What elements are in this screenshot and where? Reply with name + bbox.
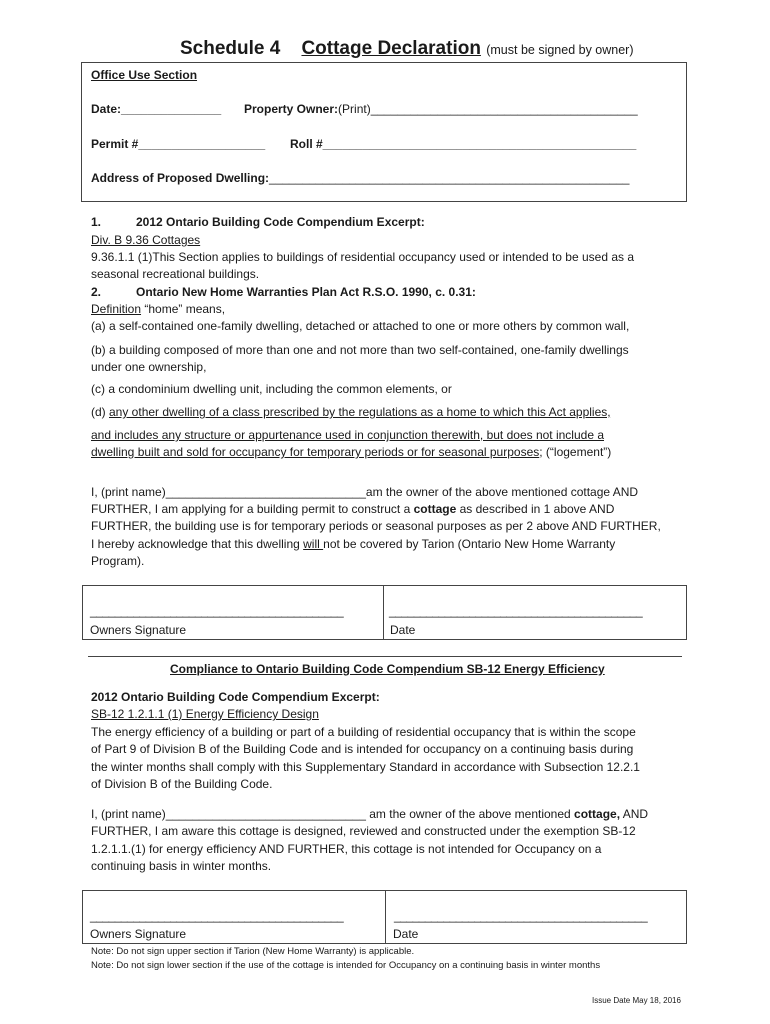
definition-item-d-text: any other dwelling of a class prescribed by the regulations as a home to which this Act applies, bbox=[109, 405, 611, 419]
declaration1-line2 bbox=[91, 501, 614, 518]
section1-text-2: seasonal recreational buildings. bbox=[91, 267, 260, 281]
owner-signature-cell-lower[interactable] bbox=[83, 891, 386, 943]
definition-item-c: (c) a condominium dwelling unit, including the common elements, or bbox=[91, 382, 452, 396]
page-title bbox=[180, 38, 634, 60]
declaration1-line5: Program). bbox=[91, 554, 145, 568]
section-divider bbox=[88, 656, 682, 657]
definition-item-d-prefix: (d) bbox=[91, 405, 109, 419]
declaration1-line3: FURTHER, the building use is for temporary periods or seasonal purposes as per 2 above AND FURTHER, bbox=[91, 519, 661, 533]
section2-number: 2. bbox=[91, 285, 102, 299]
title-subtitle: (must be signed by owner) bbox=[486, 43, 634, 57]
declaration2-line1 bbox=[91, 806, 648, 823]
section2-heading: Ontario New Home Warranties Plan Act R.S.O. 1990, c. 0.31: bbox=[136, 285, 476, 299]
declaration1-line4 bbox=[91, 536, 615, 553]
schedule-label: Schedule 4 bbox=[180, 38, 281, 59]
declaration-title: Cottage Declaration bbox=[301, 38, 481, 59]
address-line: ______________________________________________________ bbox=[269, 171, 630, 185]
definition-label: Definition bbox=[91, 302, 142, 316]
issue-date: Issue Date May 18, 2016 bbox=[592, 996, 681, 1005]
compliance-text-4: of Division B of the Building Code. bbox=[91, 777, 273, 791]
definition-item-d-end-text: dwelling built and sold for occupancy for temporary periods or for seasonal purposes bbox=[91, 445, 540, 459]
definition-item-b: (b) a building composed of more than one and not more than two self-contained, one-family dwellings bbox=[91, 343, 629, 357]
property-owner-print: (Print)________________________________________ bbox=[338, 102, 638, 116]
compliance-text-2: of Part 9 of Division B of the Building Code and is intended for occupancy on a continuing basis during bbox=[91, 742, 634, 756]
date-cell-lower[interactable] bbox=[386, 891, 686, 943]
definition-line bbox=[91, 301, 225, 318]
section1-number: 1. bbox=[91, 215, 102, 229]
address-field[interactable] bbox=[91, 170, 629, 187]
office-use-heading: Office Use Section bbox=[91, 68, 198, 82]
permit-number-field[interactable]: Permit #___________________ bbox=[91, 137, 266, 151]
signature-box-upper bbox=[82, 585, 687, 640]
compliance-text-1: The energy efficiency of a building or part of a building of residential occupancy that is within the scope bbox=[91, 725, 636, 739]
date-label-lower: Date bbox=[393, 927, 419, 941]
definition-text: “home” means, bbox=[141, 302, 226, 316]
owner-signature-label-lower: Owners Signature bbox=[90, 927, 187, 941]
declaration1-line1: I, (print name)______________________________am the owner of the above mentioned cottage AND bbox=[91, 485, 639, 499]
note-lower-section: Note: Do not sign lower section if the use of the cottage is intended for Occupancy on a continuing basis in winter months bbox=[91, 960, 601, 971]
declaration2-line1-a: I, (print name)______________________________ am the owner of the above mentioned bbox=[91, 807, 575, 821]
declaration1-will-word: will bbox=[303, 537, 324, 551]
owner-signature-line-lower: _________________________________________ bbox=[90, 909, 344, 923]
definition-item-a: (a) a self-contained one-family dwelling, detached or attached to one or more others by common wall, bbox=[91, 319, 630, 333]
owner-signature-line-upper: _________________________________________ bbox=[90, 604, 344, 618]
property-owner-field[interactable] bbox=[244, 101, 638, 118]
signature-box-lower bbox=[82, 890, 687, 944]
compliance-reference: SB-12 1.2.1.1 (1) Energy Efficiency Design bbox=[91, 707, 319, 721]
compliance-excerpt: 2012 Ontario Building Code Compendium Excerpt: bbox=[91, 690, 380, 704]
owner-signature-label-upper: Owners Signature bbox=[90, 623, 187, 637]
definition-item-d-cont: and includes any structure or appurtenance used in conjunction therewith, but does not include a bbox=[91, 428, 604, 442]
roll-number-field[interactable]: Roll #_______________________________________________ bbox=[290, 137, 637, 151]
section1-heading: 2012 Ontario Building Code Compendium Excerpt: bbox=[136, 215, 425, 229]
declaration1-line2-c: as described in 1 above AND bbox=[456, 502, 615, 516]
definition-item-d-suffix: ; (“logement”) bbox=[539, 445, 612, 459]
compliance-text-3: the winter months shall comply with this Supplementary Standard in accordance with Subsection 12.2.1 bbox=[91, 760, 640, 774]
declaration2-line4: continuing basis in winter months. bbox=[91, 859, 272, 873]
section1-reference: Div. B 9.36 Cottages bbox=[91, 233, 201, 247]
date-label-upper: Date bbox=[390, 623, 416, 637]
date-line-lower: _________________________________________ bbox=[394, 909, 648, 923]
date-line-upper: _________________________________________ bbox=[389, 604, 643, 618]
definition-item-d-end bbox=[91, 444, 611, 461]
declaration1-line4-a: I hereby acknowledge that this dwelling bbox=[91, 537, 304, 551]
definition-item-d bbox=[91, 404, 611, 421]
owner-signature-cell-upper[interactable] bbox=[83, 586, 384, 639]
office-date-field[interactable]: Date:_______________ bbox=[91, 102, 222, 116]
compliance-heading: Compliance to Ontario Building Code Compendium SB-12 Energy Efficiency bbox=[170, 662, 605, 676]
property-owner-label: Property Owner: bbox=[244, 102, 339, 116]
declaration2-cottage-word: cottage, bbox=[574, 807, 621, 821]
declaration2-line1-c: AND bbox=[620, 807, 649, 821]
note-upper-section: Note: Do not sign upper section if Tarion (New Home Warranty) is applicable. bbox=[91, 946, 415, 957]
section1-text-1: 9.36.1.1 (1)This Section applies to buildings of residential occupancy used or intended to be used as a bbox=[91, 250, 635, 264]
declaration2-line3: 1.2.1.1.(1) for energy efficiency AND FURTHER, this cottage is not intended for Occupancy on a bbox=[91, 842, 602, 856]
definition-item-b-cont: under one ownership, bbox=[91, 360, 207, 374]
declaration2-line2: FURTHER, I am aware this cottage is designed, reviewed and constructed under the exemption SB-12 bbox=[91, 824, 636, 838]
declaration1-cottage-word: cottage bbox=[413, 502, 457, 516]
declaration1-line2-a: FURTHER, I am applying for a building permit to construct a bbox=[91, 502, 414, 516]
declaration1-line4-c: not be covered by Tarion (Ontario New Home Warranty bbox=[323, 537, 616, 551]
date-cell-upper[interactable] bbox=[384, 586, 686, 639]
address-label: Address of Proposed Dwelling: bbox=[91, 171, 270, 185]
